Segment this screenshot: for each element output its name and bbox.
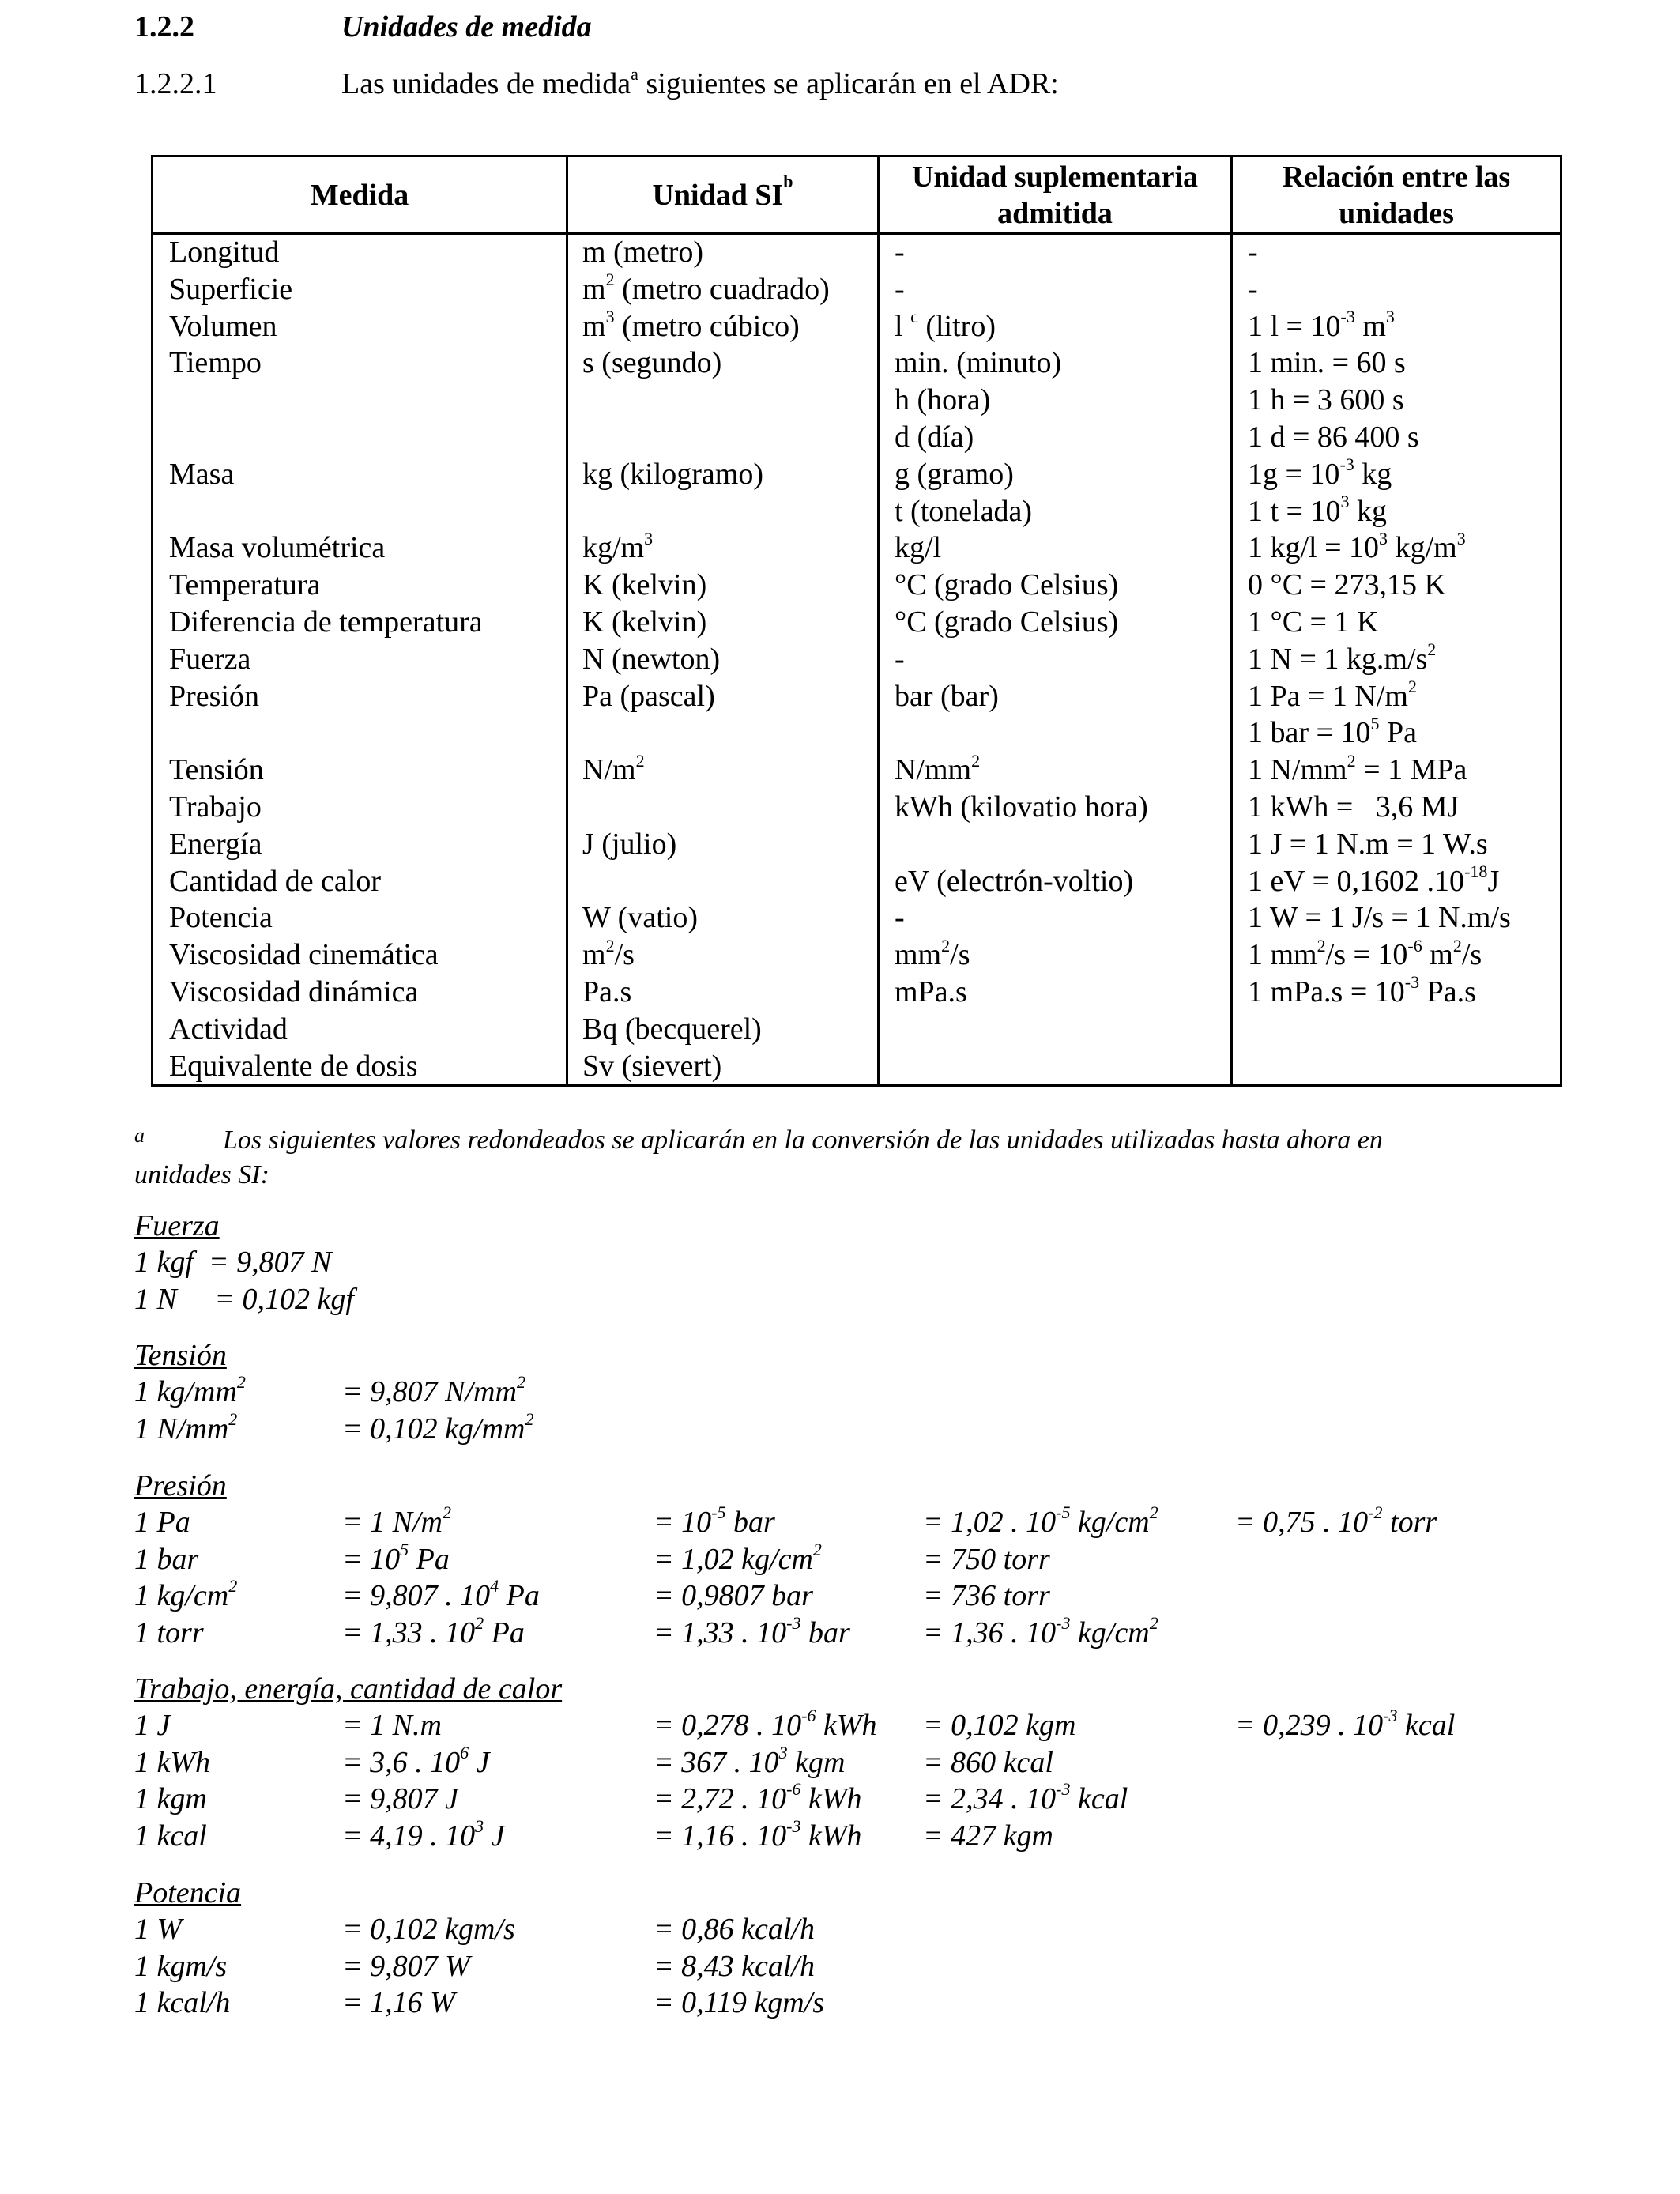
conversion-cell: 1 J	[134, 1709, 171, 1742]
conversion-cell: = 9,807 W	[342, 1949, 470, 1983]
conversion-cell: = 367 . $10^3$ kgm	[654, 1742, 846, 1779]
cell-medida: Masa	[169, 457, 235, 491]
cell-suplementaria: °C (grado Celsius)	[895, 605, 1119, 639]
cell-unidad-si: m (metro)	[582, 236, 704, 269]
units-table	[151, 155, 1562, 1087]
cell-relacion: -	[1248, 272, 1258, 306]
section-number: 1.2.2	[134, 10, 194, 43]
cell-medida: Presión	[169, 679, 259, 713]
section-title: Unidades de medida	[341, 10, 592, 43]
cell-suplementaria: -	[895, 642, 905, 676]
conversion-cell: 1 torr	[134, 1615, 204, 1649]
header-unidad-si-label: Unidad SI	[652, 178, 784, 212]
conversion-row	[134, 1539, 1050, 1578]
column-divider	[877, 157, 880, 1084]
conversion-row	[134, 1576, 1050, 1615]
cell-medida: Viscosidad dinámica	[169, 974, 419, 1008]
cell-unidad-si: $m^2/s$	[582, 935, 635, 972]
conversion-cell: = 1 N.m	[342, 1709, 442, 1742]
conversion-cell: = 3,6 . $10^6$ J	[342, 1742, 490, 1779]
subsection-number: 1.2.2.1	[134, 67, 217, 100]
conversion-row	[134, 1779, 1128, 1818]
cell-relacion: 1 $kg/l = 10^3$ $kg/m^3$	[1248, 528, 1466, 565]
conversion-cell: = 2,72 . $10^{-6}$ kWh	[654, 1779, 862, 1815]
conversion-cell: = 2,34 . $10^{-3}$ kcal	[923, 1779, 1128, 1815]
conversion-cell: 1 W	[134, 1913, 183, 1946]
cell-medida	[169, 493, 483, 530]
conversion-cell: = 1,33 . $10^2$ Pa	[342, 1612, 525, 1649]
conversion-cell: = $10^5$ Pa	[342, 1539, 450, 1576]
conversion-row	[134, 1948, 815, 1985]
conversion-cell: = 1,02 $kg/cm^2$	[654, 1539, 822, 1576]
cell-relacion: 0 °C = 273,15 K	[1248, 568, 1446, 602]
conversion-cell: 1 kWh	[134, 1745, 211, 1779]
footnote-text-line1: Los siguientes valores redondeados se aplicarán en la conversión de las unidades utilizadas hasta ahora en	[223, 1125, 1383, 1155]
cell-unidad-si: $kg/m^3$	[582, 528, 654, 565]
cell-medida: Diferencia de temperatura	[169, 605, 483, 639]
cell-unidad-si: K (kelvin)	[582, 605, 707, 639]
cell-unidad-si: $m^3$ (metro cúbico)	[582, 307, 800, 343]
footnote-marker: a	[134, 1124, 145, 1147]
conversion-row	[134, 1372, 525, 1411]
footnote-ref-a: a	[631, 64, 638, 85]
cell-unidad-si: K (kelvin)	[582, 568, 707, 602]
conversion-cell: = 0,102 kgm/s	[342, 1913, 515, 1946]
cell-medida: Trabajo	[169, 790, 262, 824]
conversion-row	[134, 1815, 1053, 1855]
cell-medida: Temperatura	[169, 568, 321, 602]
cell-relacion: 1 N = 1 $kg.m/s^2$	[1248, 639, 1437, 676]
cell-suplementaria: t (tonelada)	[895, 494, 1033, 528]
conversion-cell: 1 $kg/cm^2$	[134, 1576, 238, 1612]
cell-unidad-si	[582, 714, 830, 752]
cell-unidad-si	[582, 863, 830, 900]
cell-medida	[169, 714, 483, 752]
cell-relacion: 1 eV = 0,1602 $.10^{-18}J$	[1248, 861, 1500, 898]
cell-medida: Viscosidad cinemática	[169, 938, 439, 972]
cell-medida: Actividad	[169, 1012, 288, 1046]
column-suplementaria	[895, 234, 1148, 1084]
cell-unidad-si: W (vatio)	[582, 901, 698, 935]
cell-suplementaria: $mm^2/s$	[895, 935, 970, 972]
subsection-text-end: siguientes se aplicarán en el ADR:	[638, 67, 1059, 100]
cell-suplementaria: eV (electrón-voltio)	[895, 864, 1134, 898]
conversion-cell: 1 Pa	[134, 1506, 190, 1539]
cell-unidad-si	[582, 789, 830, 826]
conversion-section-title: Trabajo, energía, cantidad de calor	[134, 1672, 563, 1706]
cell-suplementaria	[895, 826, 1148, 863]
cell-relacion: 1 J = 1 N.m = 1 W.s	[1248, 827, 1488, 861]
conversion-row	[134, 1985, 824, 2022]
conversion-section-title: Potencia	[134, 1876, 242, 1909]
cell-suplementaria	[895, 1011, 1148, 1048]
conversion-cell: = 1,16 W	[342, 1986, 455, 2019]
cell-suplementaria: °C (grado Celsius)	[895, 568, 1119, 602]
conversion-cell: = 8,43 kcal/h	[654, 1949, 815, 1983]
conversion-section-title: Fuerza	[134, 1209, 220, 1242]
column-unidad-si	[582, 234, 830, 1084]
cell-relacion: 1 $N/mm^2 = 1$ MPa	[1248, 750, 1467, 787]
cell-medida: Tensión	[169, 753, 264, 787]
cell-suplementaria: l $^c$ (litro)	[895, 307, 996, 343]
header-unidad-si: Unidad SI $^b$	[652, 171, 793, 212]
conversion-cell: = 860 kcal	[923, 1745, 1053, 1779]
conversion-section	[134, 1337, 534, 1447]
cell-medida	[169, 382, 483, 419]
conversion-section-title: Tensión	[134, 1339, 227, 1372]
cell-medida: Equivalente de dosis	[169, 1049, 418, 1083]
cell-unidad-si	[582, 382, 830, 419]
cell-suplementaria: kg/l	[895, 531, 942, 565]
conversion-cell: = 0,102 $kg/mm^2$	[342, 1408, 534, 1446]
header-medida: Medida	[310, 178, 409, 212]
conversion-section-title: Presión	[134, 1469, 227, 1502]
column-divider	[1230, 157, 1233, 1084]
cell-unidad-si: N (newton)	[582, 642, 721, 676]
cell-suplementaria: mPa.s	[895, 974, 967, 1008]
cell-relacion	[1248, 1011, 1511, 1048]
cell-unidad-si: $m^2$ (metro cuadrado)	[582, 270, 830, 306]
conversion-row	[134, 1502, 1437, 1541]
column-medida	[169, 234, 483, 1084]
cell-suplementaria	[895, 714, 1148, 752]
cell-medida: Cantidad de calor	[169, 864, 382, 898]
conversion-cell: = 750 torr	[923, 1542, 1050, 1576]
cell-relacion: 1 kWh = 3,6 MJ	[1248, 790, 1460, 824]
conversion-cell: 1 kcal	[134, 1819, 207, 1853]
cell-medida: Longitud	[169, 236, 280, 269]
cell-relacion: 1 $mm^2/s = 10^{-6}$ $m^2/s$	[1248, 935, 1482, 972]
cell-unidad-si: J (julio)	[582, 827, 677, 861]
conversion-row	[134, 1244, 332, 1281]
cell-suplementaria: -	[895, 272, 905, 306]
conversion-row	[134, 1281, 354, 1318]
footnote-text-line2: unidades SI:	[134, 1160, 269, 1189]
conversion-cell: = 0,9807 bar	[654, 1579, 813, 1612]
cell-unidad-si: $N/m^2$	[582, 750, 645, 787]
cell-relacion: 1 h = 3 600 s	[1248, 383, 1404, 417]
conversion-row	[134, 1911, 815, 1948]
conversion-section	[134, 1671, 1456, 1854]
cell-medida: Volumen	[169, 309, 277, 343]
conversion-cell: = 9,807 . $10^4$ Pa	[342, 1576, 540, 1612]
conversion-cell: = 1,16 . $10^{-3}$ kWh	[654, 1815, 862, 1853]
conversion-cell: = 4,19 . $10^3$ J	[342, 1815, 505, 1853]
cell-relacion: 1 °C = 1 K	[1248, 605, 1379, 639]
conversion-cell: = 1,36 . $10^{-3}$ $kg/cm^2$	[923, 1612, 1158, 1649]
conversion-cell: 1 $N/mm^2$	[134, 1408, 238, 1446]
cell-suplementaria: h (hora)	[895, 383, 991, 417]
cell-relacion: 1 W = 1 J/s = 1 N.m/s	[1248, 901, 1511, 935]
cell-medida: Masa volumétrica	[169, 531, 386, 565]
cell-unidad-si: s (segundo)	[582, 346, 722, 380]
conversion-cell: = 0,119 kgm/s	[654, 1986, 824, 2019]
conversion-section	[134, 1208, 354, 1318]
header-suplementaria: Unidad suplementaria admitida	[911, 160, 1199, 230]
cell-unidad-si: kg (kilogramo)	[582, 457, 764, 491]
conversion-row	[134, 1408, 534, 1448]
cell-relacion: 1 $mPa.s = 10^{-3}$ Pa.s	[1248, 972, 1476, 1008]
conversion-section	[134, 1468, 1437, 1651]
cell-medida: Fuerza	[169, 642, 251, 676]
cell-relacion: 1 $l = 10^{-3}$ $m^3$	[1248, 307, 1395, 343]
cell-relacion: $1g = 10^{-3}$ kg	[1248, 454, 1392, 491]
conversion-cell: = 9,807 $N/mm^2$	[342, 1372, 525, 1408]
conversion-cell: 1 kgm	[134, 1782, 207, 1815]
conversion-cell: 1 kgf = 9,807 N	[134, 1246, 332, 1279]
cell-relacion: 1 bar = $10^5$ Pa	[1248, 713, 1417, 750]
cell-relacion: -	[1248, 236, 1258, 269]
subsection-text-start: Las unidades de medida	[341, 67, 631, 100]
column-divider	[566, 157, 568, 1084]
cell-suplementaria: kWh (kilovatio hora)	[895, 790, 1148, 824]
cell-relacion: 1 Pa = 1 $N/m^2$	[1248, 677, 1418, 713]
conversion-cell: = 0,86 kcal/h	[654, 1913, 815, 1946]
cell-relacion: 1 $t = 10^3$ kg	[1248, 492, 1388, 528]
cell-medida: Superficie	[169, 272, 293, 306]
conversion-cell: = 9,807 J	[342, 1782, 459, 1815]
header-relacion: Relación entre las unidades	[1282, 160, 1511, 230]
cell-unidad-si: Sv (sievert)	[582, 1049, 722, 1083]
cell-unidad-si: Pa.s	[582, 974, 632, 1008]
conversion-row	[134, 1742, 1053, 1781]
conversion-cell: = 1 $N/m^2$	[342, 1502, 452, 1539]
conversion-cell: = 1,02 . $10^{-5}$ $kg/cm^2$	[923, 1502, 1158, 1539]
cell-relacion	[1248, 1048, 1511, 1085]
cell-suplementaria: d (día)	[895, 420, 974, 454]
conversion-cell: 1 bar	[134, 1542, 199, 1576]
cell-suplementaria: g (gramo)	[895, 457, 1014, 491]
subsection-text	[341, 66, 1059, 101]
cell-suplementaria: bar (bar)	[895, 679, 999, 713]
conversion-cell: = $10^{-5}$ bar	[654, 1502, 775, 1539]
conversion-cell: = 0,75 . $10^{-2}$ torr	[1235, 1502, 1437, 1539]
cell-unidad-si	[582, 493, 830, 530]
cell-suplementaria: -	[895, 236, 905, 269]
conversion-cell: 1 kgm/s	[134, 1949, 228, 1983]
cell-medida	[169, 419, 483, 456]
cell-unidad-si: Pa (pascal)	[582, 679, 715, 713]
conversion-cell: 1 N = 0,102 kgf	[134, 1282, 354, 1316]
cell-unidad-si: Bq (becquerel)	[582, 1012, 762, 1046]
conversion-cell: 1 $kg/mm^2$	[134, 1372, 246, 1408]
cell-unidad-si	[582, 419, 830, 456]
cell-suplementaria: $N/mm^2$	[895, 750, 981, 787]
cell-medida: Tiempo	[169, 346, 262, 380]
conversion-cell: = 1,33 . $10^{-3}$ bar	[654, 1612, 850, 1649]
cell-relacion: 1 min. = 60 s	[1248, 346, 1406, 380]
conversion-cell: = 0,278 . $10^{-6}$ kWh	[654, 1706, 877, 1742]
conversion-cell: = 0,239 . $10^{-3}$ kcal	[1235, 1706, 1456, 1742]
cell-medida: Potencia	[169, 901, 273, 935]
column-relacion	[1248, 234, 1511, 1084]
conversion-row	[134, 1612, 1158, 1652]
conversion-cell: 1 kcal/h	[134, 1986, 231, 2019]
cell-suplementaria: min. (minuto)	[895, 346, 1062, 380]
cell-suplementaria	[895, 1048, 1148, 1085]
conversion-cell: = 736 torr	[923, 1579, 1050, 1612]
cell-medida: Energía	[169, 827, 262, 861]
conversion-section	[134, 1875, 824, 2022]
conversion-cell: = 0,102 kgm	[923, 1709, 1076, 1742]
cell-suplementaria: -	[895, 901, 905, 935]
conversion-row	[134, 1706, 1456, 1744]
conversion-cell: = 427 kgm	[923, 1819, 1053, 1853]
cell-relacion: 1 d = 86 400 s	[1248, 420, 1419, 454]
